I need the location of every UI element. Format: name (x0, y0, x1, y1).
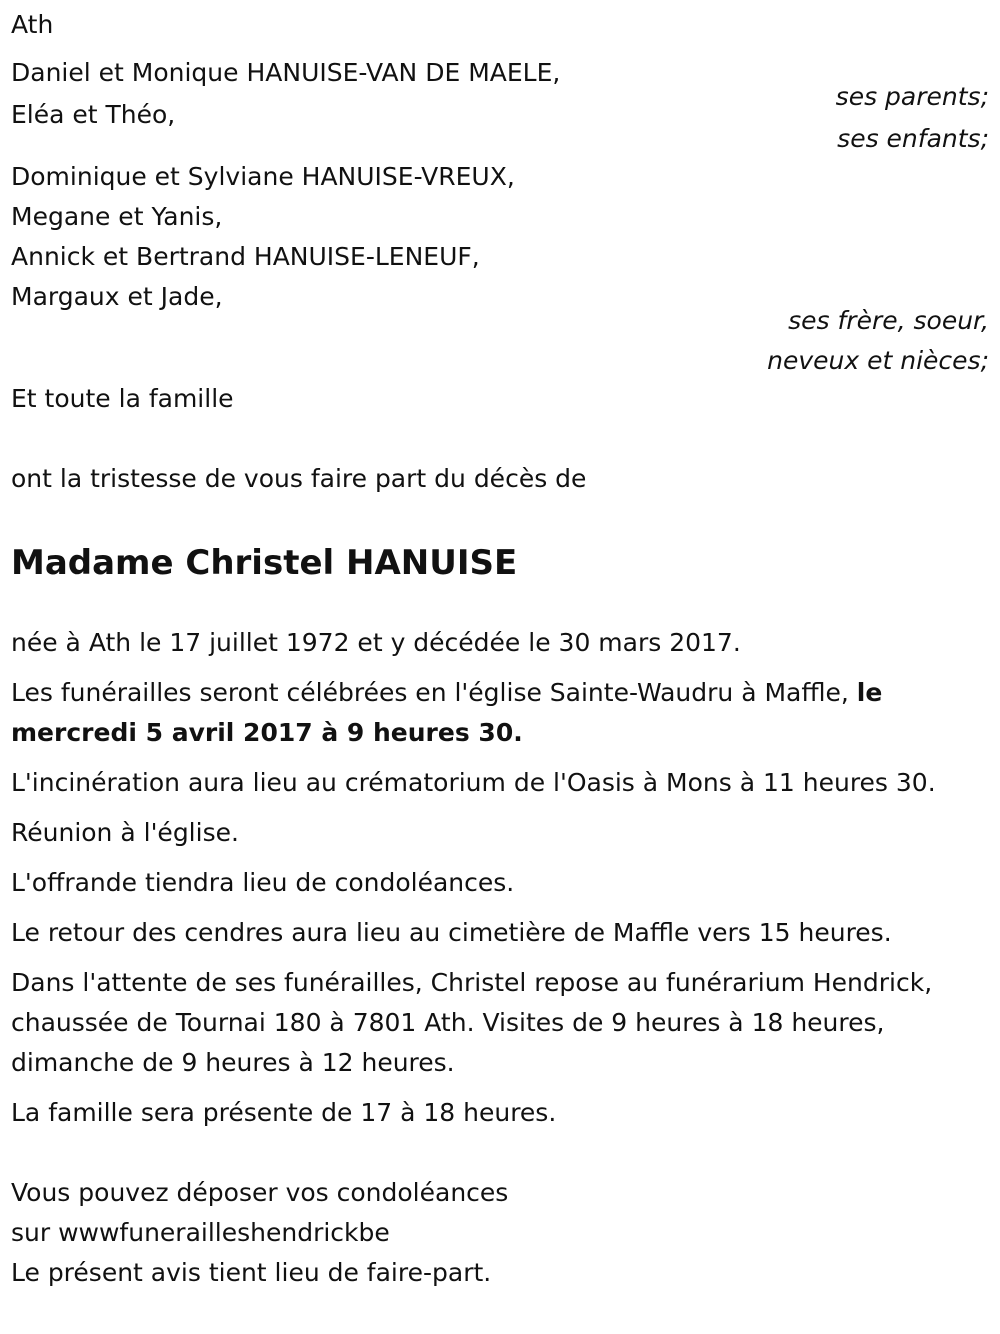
funeral-paragraph (11, 673, 989, 753)
sibling-line: Dominique et Sylviane HANUISE-VREUX, (11, 162, 515, 191)
siblings-role: ses frère, soeur, (788, 306, 989, 335)
ashes-line: Le retour des cendres aura lieu au cimetière de Maffle vers 15 heures. (11, 918, 892, 947)
visitation-paragraph: Dans l'attente de ses funérailles, Christel repose au funérarium Hendrick, chaussée de Tournai 180 à 7801 Ath. Visites de 9 heures à 18 heures, dimanche de 9 heures à 12 heures. (11, 968, 933, 1077)
children-names: Eléa et Théo, (11, 100, 176, 129)
sibling-line: Megane et Yanis, (11, 202, 223, 231)
sibling-line: Annick et Bertrand HANUISE-LENEUF, (11, 242, 480, 271)
announcement-intro: ont la tristesse de vous faire part du décès de (11, 464, 587, 493)
cremation-line: L'incinération aura lieu au crématorium de l'Oasis à Mons à 11 heures 30. (11, 768, 936, 797)
parents-role: ses parents; (835, 82, 989, 111)
siblings-role-continued: neveux et nièces; (767, 346, 989, 375)
offering-line: L'offrande tiendra lieu de condoléances. (11, 868, 515, 897)
family-presence-line: La famille sera présente de 17 à 18 heures. (11, 1098, 557, 1127)
sibling-line: Margaux et Jade, (11, 282, 223, 311)
condolences-website: sur wwwfunerailleshendrickbe (11, 1218, 390, 1247)
parents-names: Daniel et Monique HANUISE-VAN DE MAELE, (11, 58, 561, 87)
condolences-line: Vous pouvez déposer vos condoléances (11, 1178, 509, 1207)
birth-death-line: née à Ath le 17 juillet 1972 et y décédée le 30 mars 2017. (11, 628, 741, 657)
all-family-line: Et toute la famille (11, 384, 234, 413)
obituary-notice (11, 5, 989, 1293)
notice-line: Le présent avis tient lieu de faire-part. (11, 1258, 492, 1287)
meeting-line: Réunion à l'église. (11, 818, 239, 847)
deceased-name: Madame Christel HANUISE (11, 543, 518, 583)
children-role: ses enfants; (837, 124, 989, 153)
funeral-datetime: le mercredi 5 avril 2017 à 9 heures 30. (11, 678, 883, 747)
town-heading: Ath (11, 10, 54, 39)
funeral-text: Les funérailles seront célébrées en l'église Sainte-Waudru à Maffle, (11, 678, 857, 707)
